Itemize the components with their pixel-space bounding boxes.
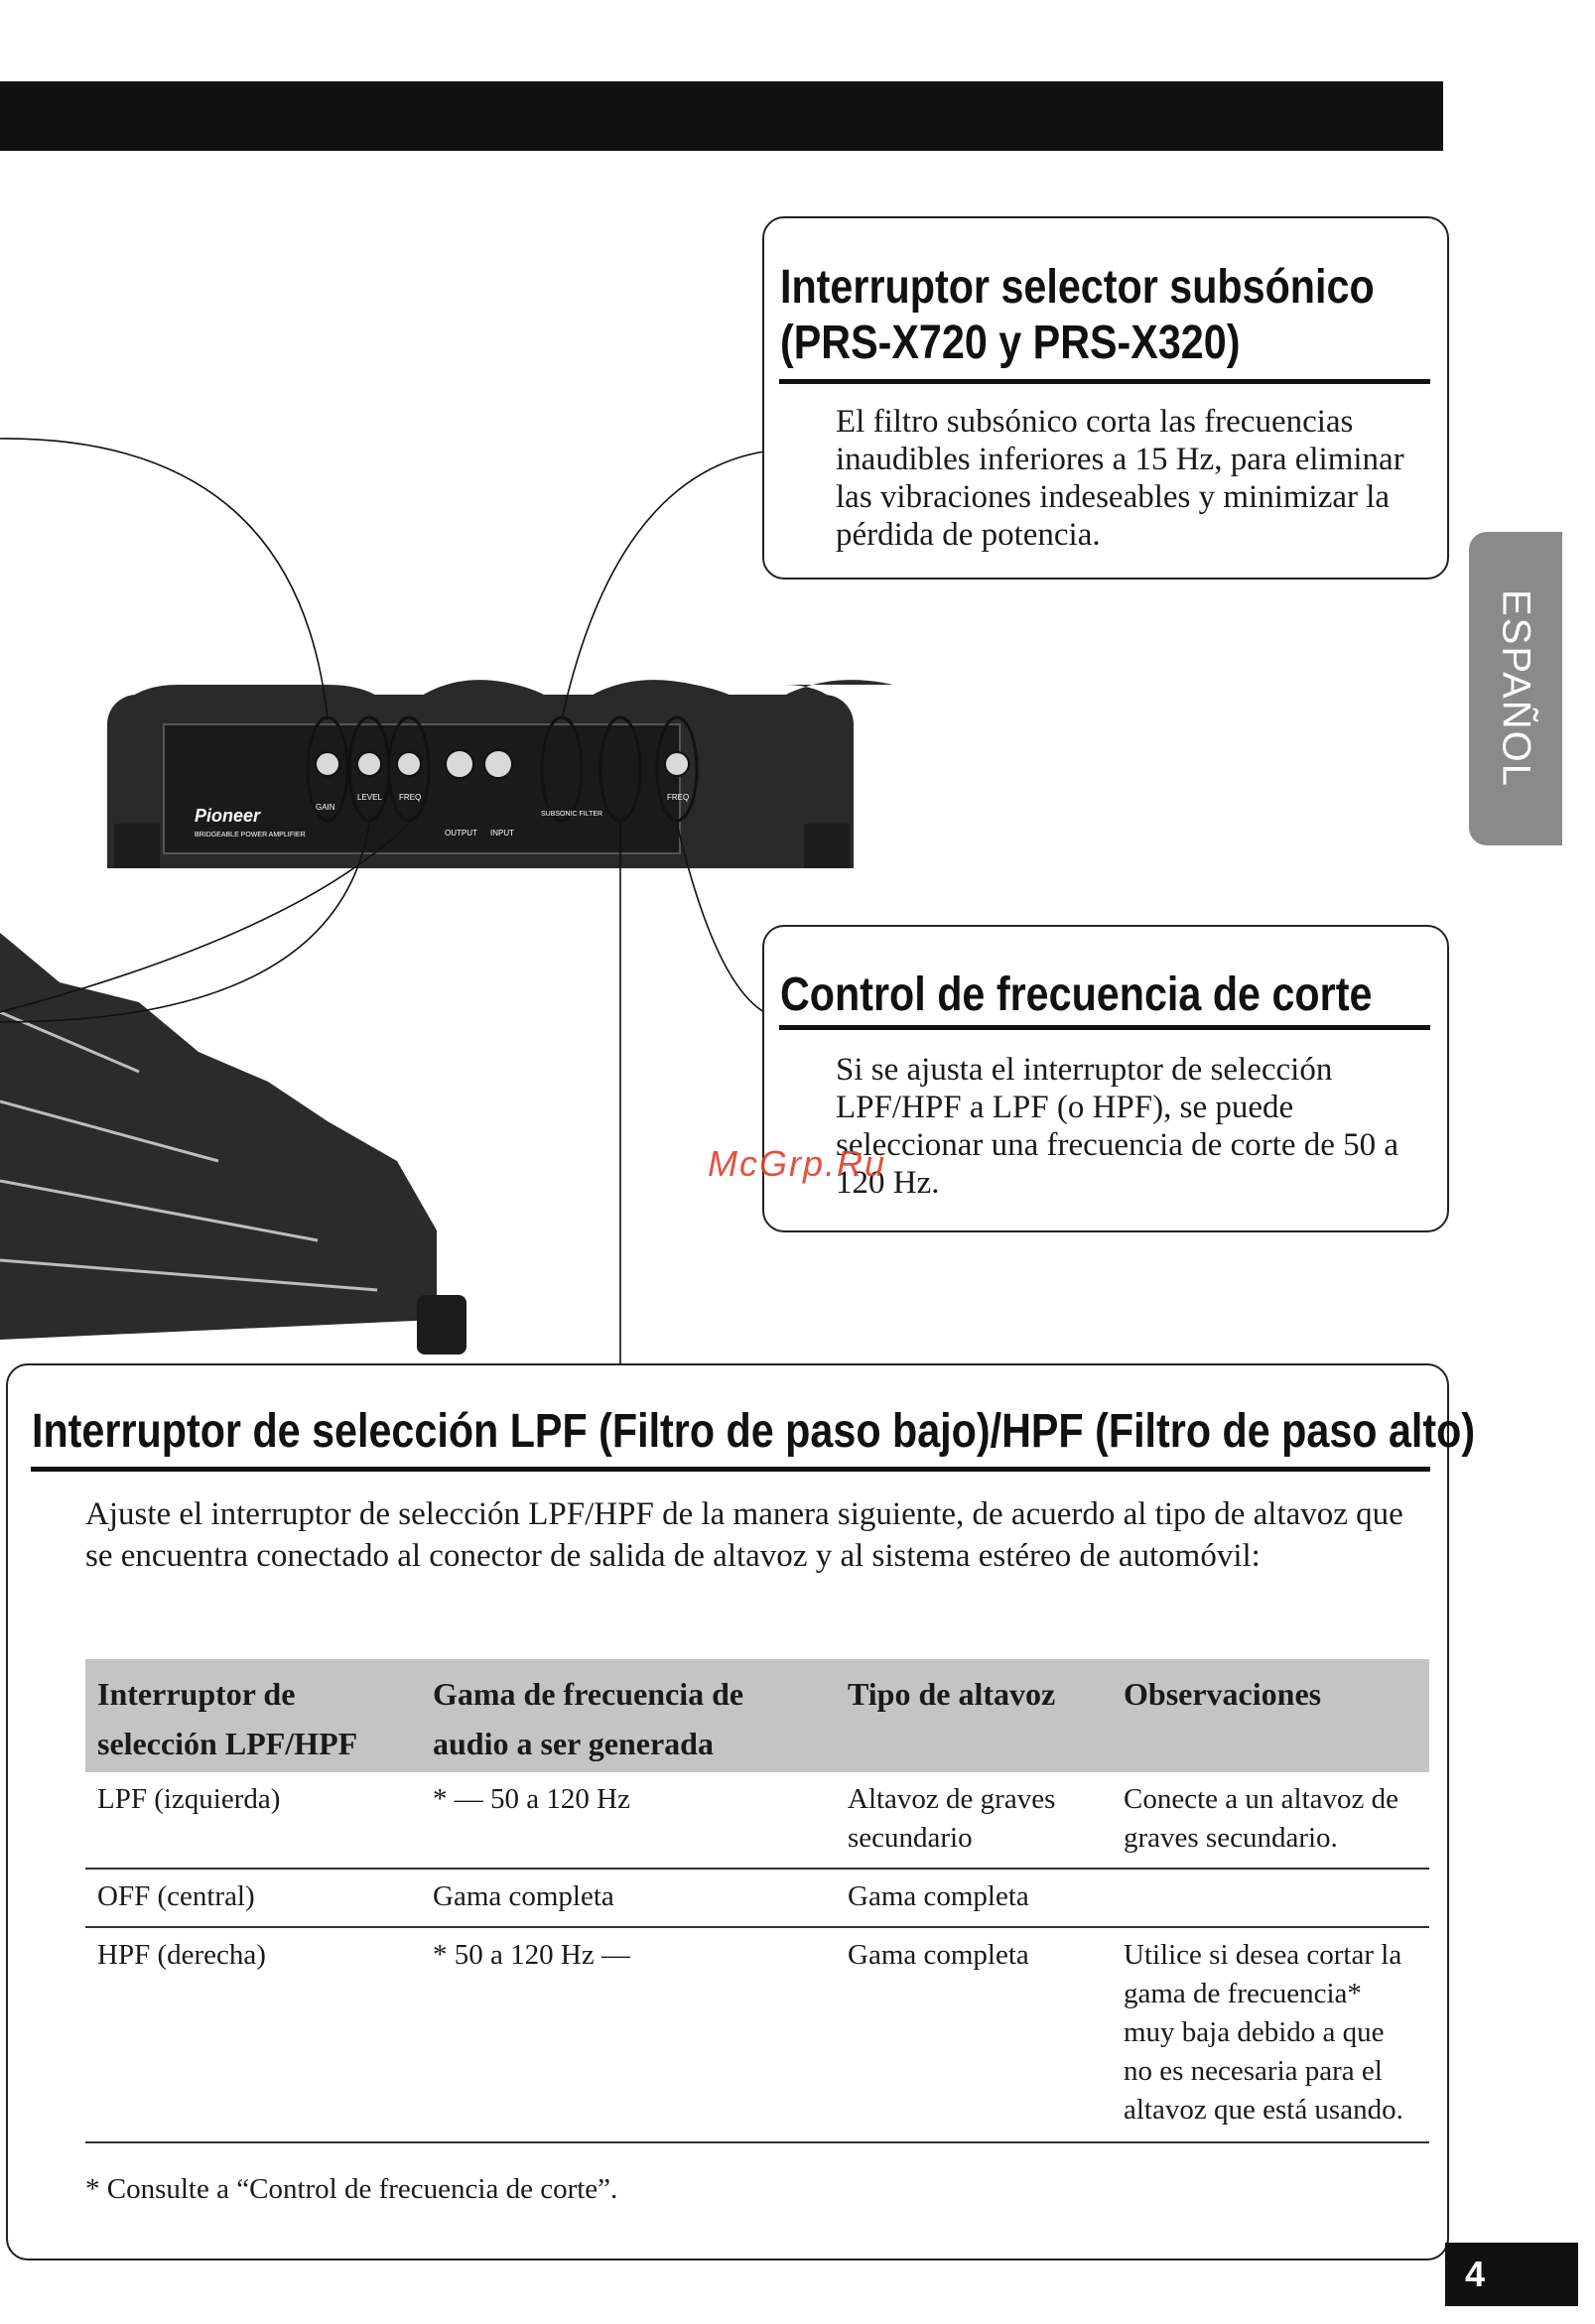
section-title: Interruptor de selección LPF (Filtro de paso bajo)/HPF (Filtro de paso alto) xyxy=(32,1405,1476,1458)
subsonic-body: El filtro subsónico corta las frecuencias inaudibles inferiores a 15 Hz, para eliminar las vibraciones indeseables y minimizar la pérdida de potencia. xyxy=(836,404,1404,553)
amp-label-freq: FREQ xyxy=(399,793,422,802)
table-cell: Gama completa xyxy=(421,1869,836,1927)
table-cell: Gama completa xyxy=(836,1869,1112,1927)
subsonic-title-rule xyxy=(779,379,1430,384)
table-cell: Conecte a un altavoz de graves secundario. xyxy=(1112,1772,1429,1869)
subsonic-title-line1: Interruptor selector subsónico xyxy=(780,261,1375,314)
table-cell: Gama completa xyxy=(836,1927,1112,2142)
table-header-notes: Observaciones xyxy=(1112,1659,1429,1772)
table-header-range: Gama de frecuencia de audio a ser generada xyxy=(421,1659,836,1772)
amp-label-gain: GAIN xyxy=(316,803,335,812)
table-row xyxy=(85,1927,1429,2142)
footnote: * Consulte a “Control de frecuencia de corte”. xyxy=(85,2173,618,2205)
watermark-text: McGrp.Ru xyxy=(708,1143,887,1184)
amplifier-brand: Pioneer xyxy=(195,806,261,826)
table-cell: OFF (central) xyxy=(85,1869,421,1927)
table-row xyxy=(85,1869,1429,1927)
table-header-switch: Interruptor de selección LPF/HPF xyxy=(85,1659,421,1772)
amp-label-subsonic: SUBSONIC FILTER xyxy=(541,811,603,818)
amp-label-freq-2: FREQ xyxy=(667,793,690,802)
cutoff-title-rule xyxy=(779,1025,1430,1030)
subsonic-title-line2: (PRS-X720 y PRS-X320) xyxy=(780,317,1241,369)
section-intro: Ajuste el interruptor de selección LPF/HPF de la manera siguiente, de acuerdo al tipo de altavoz que se encuentra conectado al conector de salida de altavoz y al sistema estéreo de automóvil: xyxy=(85,1496,1403,1574)
header-bar xyxy=(0,81,1443,151)
table-cell: Altavoz de graves secundario xyxy=(836,1772,1112,1869)
table-cell: * — 50 a 120 Hz xyxy=(421,1772,836,1869)
lpf-hpf-table xyxy=(85,1659,1429,2143)
amplifier-side-view xyxy=(0,933,466,1355)
amp-label-input: INPUT xyxy=(490,829,514,838)
amp-label-level: LEVEL xyxy=(357,793,382,802)
table-cell: LPF (izquierda) xyxy=(85,1772,421,1869)
page-number: 4 xyxy=(1445,2243,1578,2306)
table-cell: * 50 a 120 Hz — xyxy=(421,1927,836,2142)
section-title-rule xyxy=(31,1467,1430,1472)
table-header-speaker: Tipo de altavoz xyxy=(836,1659,1112,1772)
table-cell xyxy=(1112,1869,1429,1927)
amp-label-output: OUTPUT xyxy=(445,829,477,838)
subsonic-title xyxy=(780,260,1375,371)
cutoff-title: Control de frecuencia de corte xyxy=(780,968,1373,1021)
amplifier-subtitle: BRIDGEABLE POWER AMPLIFIER xyxy=(195,832,306,839)
language-tab-label: ESPAÑOL xyxy=(1494,589,1538,788)
table-cell: HPF (derecha) xyxy=(85,1927,421,2142)
table-cell: Utilice si desea cortar la gama de frecuencia* muy baja debido a que no es necesaria para el altavoz que está usando. xyxy=(1112,1927,1429,2142)
table-header-row xyxy=(85,1659,1429,1772)
table-row xyxy=(85,1772,1429,1869)
cutoff-body: Si se ajusta el interruptor de selección LPF/HPF a LPF (o HPF), se puede seleccionar una frecuencia de corte de 50 a 120 Hz. xyxy=(836,1052,1399,1201)
